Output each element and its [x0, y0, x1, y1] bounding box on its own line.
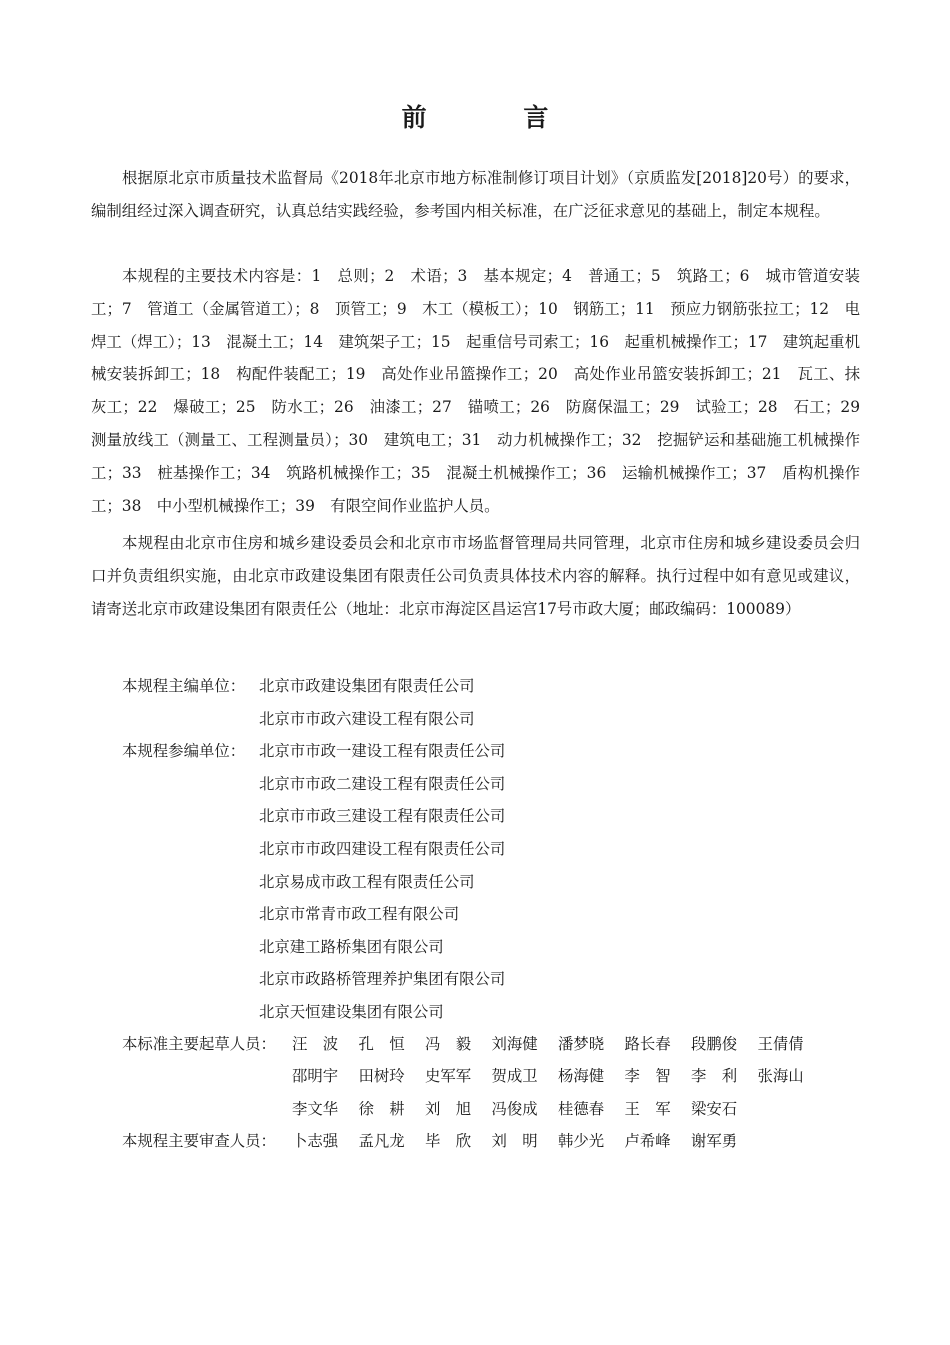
person-name: 李 智: [624, 1067, 671, 1086]
participating-unit: 北京市市政四建设工程有限责任公司: [259, 839, 506, 858]
participating-unit-row: [122, 866, 505, 899]
person-name: 卢希峰: [624, 1132, 671, 1151]
person-name: 冯 毅: [425, 1035, 472, 1053]
chief-unit: 北京市政建设集团有限责任公司: [259, 677, 475, 695]
person-name: 冯俊成: [491, 1099, 538, 1118]
participating-unit: 北京建工路桥集团有限公司: [259, 937, 444, 956]
participating-unit: 北京市常青市政工程有限公司: [259, 905, 460, 924]
participating-unit: 北京易成市政工程有限责任公司: [259, 872, 475, 891]
person-name: 卜志强: [292, 1132, 339, 1151]
participating-unit-row: [122, 996, 505, 1029]
person-name: 王倩倩: [757, 1035, 804, 1053]
person-name: 张海山: [757, 1067, 804, 1086]
person-name: 潘梦晓: [558, 1035, 605, 1053]
person-name: 汪 波: [292, 1035, 339, 1053]
chief-unit-row: [122, 670, 505, 703]
person-name: 杨海健: [558, 1067, 605, 1086]
reviewers-row: [122, 1125, 824, 1157]
units-section: [122, 670, 505, 1029]
person-name: 刘 明: [491, 1132, 538, 1151]
chief-units-label: 本规程主编单位：: [122, 677, 246, 695]
person-name: 韩少光: [558, 1132, 605, 1151]
person-name: 路长春: [624, 1035, 671, 1053]
person-name: 孔 恒: [358, 1035, 405, 1053]
person-name: 孟凡龙: [358, 1132, 405, 1151]
participating-unit: 北京天恒建设集团有限公司: [259, 1002, 444, 1021]
reviewers-label: 本规程主要审查人员：: [122, 1132, 276, 1151]
person-name: 毕 欣: [425, 1132, 472, 1151]
people-section: [122, 1028, 824, 1158]
page-title: 前 言: [401, 103, 593, 132]
intro-paragraph: 根据原北京市质量技术监督局《2018年北京市地方标准制修订项目计划》（京质监发[2018]20号）的要求，编制组经过深入调查研究，认真总结实践经验，参考国内相关标准，在广泛征求意见的基础上，制定本规程。: [91, 169, 860, 220]
person-name: 段鹏俊: [691, 1035, 738, 1053]
technical-content-paragraph: 本规程的主要技术内容是：1 总则；2 术语；3 基本规定；4 普通工；5 筑路工；6 城市管道安装工；7 管道工（金属管道工）；8 顶管工；9 木工（模板工）；10 钢筋工；11 预应力钢筋张拉工；12 电焊工（焊工）；13 混凝土工；14 建筑架子工；15 起重信号司索工；16 起重机械操作工；17 建筑起重机械安装拆卸工；18 构配件装配工；19 高处作业吊篮操作工；20 高处作业吊篮安装拆卸工；21 瓦工、抹灰工；22 爆破工；25 防水工；26 油漆工；27 锚喷工；26 防腐保温工；29 试验工；28 石工；29 测量放线工（测量工、工程测量员）；30 建筑电工；31 动力机械操作工；32 挖掘铲运和基础施工机械操作工；33 桩基操作工；34 筑路机械操作工；35 混凝土机械操作工；36 运输机械操作工；37 盾构机操作工；38 中小型机械操作工；39 有限空间作业监护人员。: [91, 267, 876, 515]
drafters-label: 本标准主要起草人员：: [122, 1035, 276, 1053]
participating-unit-row: [122, 735, 505, 768]
drafters-row: [122, 1028, 824, 1060]
person-name: 刘 旭: [425, 1099, 472, 1118]
person-name: 王 军: [624, 1099, 671, 1118]
person-name: 邵明宇: [292, 1067, 339, 1086]
person-name: 贺成卫: [491, 1067, 538, 1086]
drafters-row: [122, 1060, 824, 1092]
participating-unit-row: [122, 800, 505, 833]
participating-unit-row: [122, 931, 505, 964]
participating-unit-row: [122, 833, 505, 866]
management-paragraph: 本规程由北京市住房和城乡建设委员会和北京市市场监督管理局共同管理，北京市住房和城乡建设委员会归口并负责组织实施，由北京市政建设集团有限责任公司负责具体技术内容的解释。执行过程中如有意见或建议，请寄送北京市政建设集团有限责任公（地址：北京市海淀区昌运宫17号市政大厦；邮政编码：100089）: [91, 534, 860, 618]
person-name: 徐 耕: [358, 1099, 405, 1118]
participating-unit-row: [122, 898, 505, 931]
person-name: 刘海健: [491, 1035, 538, 1053]
person-name: 李 利: [691, 1067, 738, 1086]
participating-unit: 北京市市政三建设工程有限责任公司: [259, 807, 506, 826]
person-name: 桂德春: [558, 1099, 605, 1118]
person-name: 谢军勇: [691, 1132, 738, 1151]
chief-unit: 北京市市政六建设工程有限公司: [259, 709, 475, 728]
participating-unit: 北京市政路桥管理养护集团有限公司: [259, 970, 506, 989]
chief-unit-row: [122, 703, 505, 736]
participating-unit-row: [122, 768, 505, 801]
person-name: 李文华: [292, 1099, 339, 1118]
person-name: 田树玲: [358, 1067, 405, 1086]
participating-unit: 北京市市政一建设工程有限责任公司: [259, 742, 506, 761]
person-name: 史军军: [425, 1067, 472, 1086]
drafters-row: [122, 1093, 824, 1125]
person-name: 梁安石: [691, 1099, 738, 1118]
participating-unit: 北京市市政二建设工程有限责任公司: [259, 774, 506, 793]
participating-units-label: 本规程参编单位：: [122, 742, 246, 761]
participating-unit-row: [122, 963, 505, 996]
